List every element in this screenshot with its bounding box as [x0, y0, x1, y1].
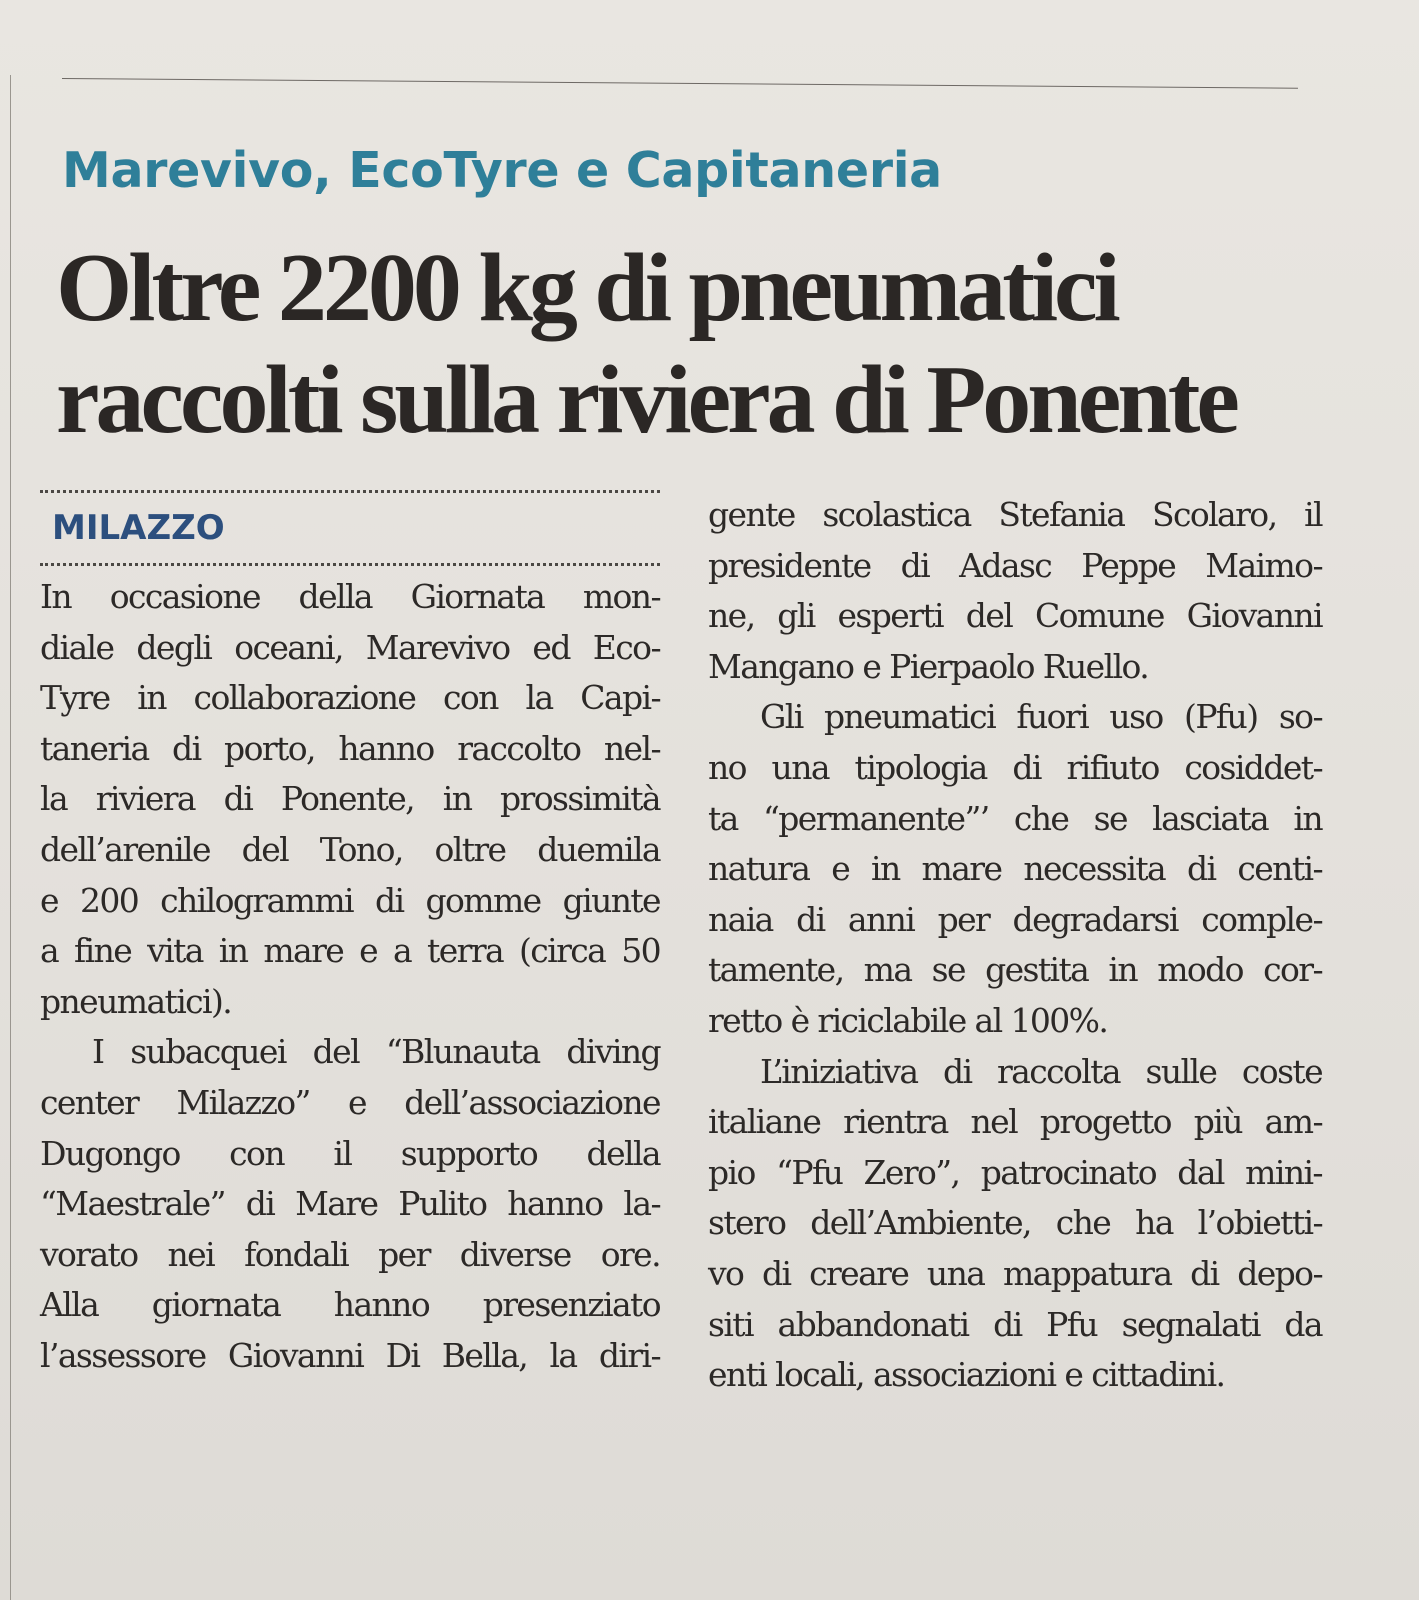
text-line: naia di anni per degradarsi comple- — [708, 899, 1322, 939]
left-column-body — [40, 566, 660, 1382]
text-line: presidente di Adasc Peppe Maimo- — [708, 545, 1322, 585]
text-line: ne, gli esperti del Comune Giovanni — [708, 596, 1322, 636]
text-line: pneumatici). — [40, 981, 232, 1021]
text-line: center Milazzo” e dell’associazione — [40, 1082, 660, 1122]
text-line: e 200 chilogrammi di gomme giunte — [40, 880, 660, 920]
text-line: ta “permanente”’ che se lasciata in — [708, 798, 1322, 838]
text-line: dell’arenile del Tono, oltre duemila — [40, 829, 660, 869]
text-line: retto è riciclabile al 100%. — [708, 1000, 1108, 1040]
text-line: I subacquei del “Blunauta diving — [92, 1032, 660, 1072]
text-line: l’assessore Giovanni Di Bella, la diri- — [40, 1335, 660, 1375]
headline-line: raccolti sulla riviera di Ponente — [56, 346, 1236, 454]
text-line: Mangano e Pierpaolo Ruello. — [708, 646, 1149, 686]
text-line: enti locali, associazioni e cittadini. — [708, 1355, 1225, 1395]
text-line: L’iniziativa di raccolta sulle coste — [760, 1051, 1322, 1091]
text-line: no una tipologia di rifiuto cosiddet- — [708, 747, 1322, 787]
text-line: gente scolastica Stefania Scolaro, il — [708, 495, 1322, 534]
text-line: stero dell’Ambiente, che ha l’obietti- — [708, 1203, 1322, 1243]
text-line: vorato nei fondali per diverse ore. — [40, 1234, 660, 1274]
text-line: italiane rientra nel progetto più am- — [708, 1102, 1322, 1142]
text-line: Alla giornata hanno presenziato — [40, 1285, 660, 1325]
text-line: taneria di porto, hanno raccolto nel- — [40, 728, 660, 768]
location-label: MILAZZO — [52, 508, 225, 548]
text-line: pio “Pfu Zero”, patrocinato dal mini- — [708, 1152, 1322, 1192]
text-line: Gli pneumatici fuori uso (Pfu) so- — [760, 697, 1322, 737]
article-kicker: Marevivo, EcoTyre e Capitaneria — [62, 142, 942, 199]
left-column — [40, 490, 660, 1382]
article-headline — [56, 232, 1236, 456]
text-line: vo di creare una mappatura di depo- — [708, 1253, 1322, 1293]
headline-line: Oltre 2200 kg di pneumatici — [56, 234, 1117, 342]
text-line: natura e in mare necessita di centi- — [708, 849, 1322, 889]
text-line: Tyre in collaborazione con la Capi- — [40, 678, 660, 718]
page-edge — [10, 75, 11, 1600]
text-line: tamente, ma se gestita in modo cor- — [708, 950, 1322, 990]
top-rule — [62, 78, 1298, 89]
text-line: siti abbandonati di Pfu segnalati da — [708, 1304, 1322, 1344]
text-line: Dugongo con il supporto della — [40, 1133, 660, 1173]
text-line: “Maestrale” di Mare Pulito hanno la- — [40, 1184, 660, 1224]
right-column — [708, 490, 1322, 1401]
text-line: diale degli oceani, Marevivo ed Eco- — [40, 627, 660, 667]
text-line: la riviera di Ponente, in prossimità — [40, 779, 660, 819]
text-line: In occasione della Giornata mon- — [40, 577, 660, 616]
text-line: a fine vita in mare e a terra (circa 50 — [40, 931, 660, 971]
